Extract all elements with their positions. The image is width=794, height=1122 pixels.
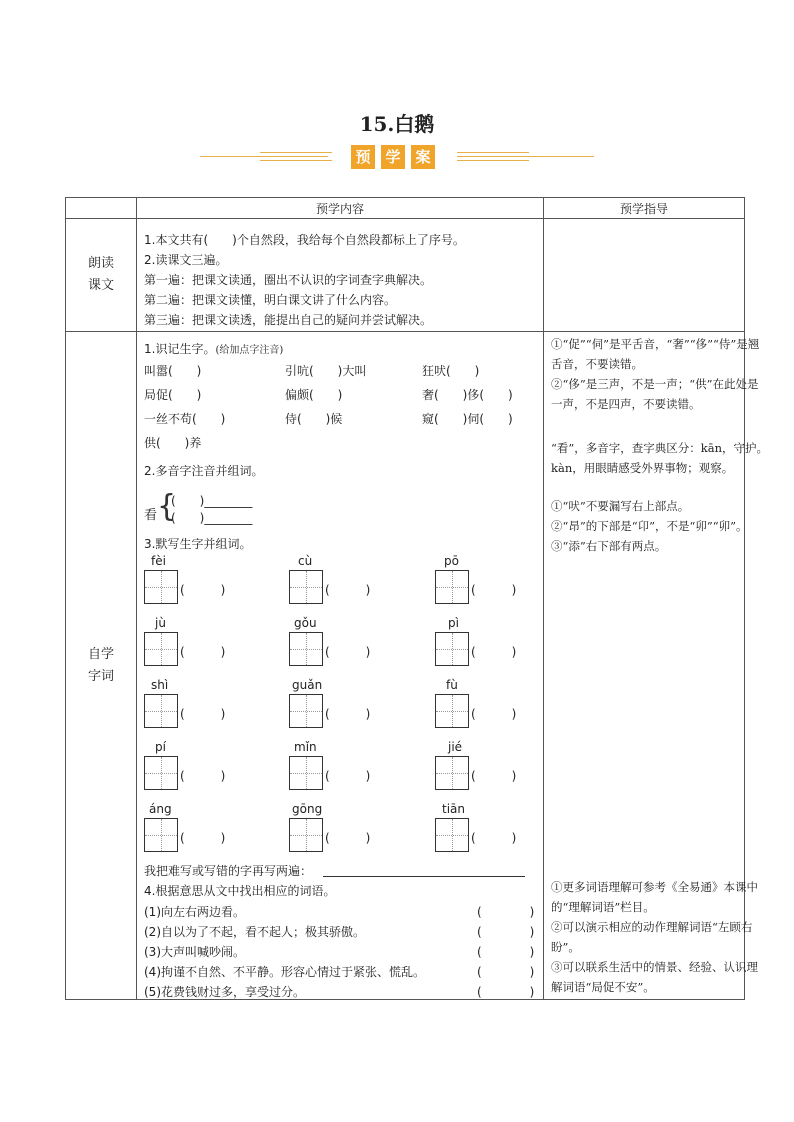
answer-paren[interactable]: ( ) (325, 707, 371, 721)
pinyin-label: tiān (442, 802, 465, 816)
reading-line: 第二遍：把课文读懂，明白课文讲了什么内容。 (144, 293, 397, 307)
word-item: 窥( )伺( ) (422, 412, 513, 426)
definition-item: (3)大声叫喊吵闹。 (144, 945, 245, 959)
writing-grid[interactable] (144, 570, 178, 604)
vocab-guide (544, 332, 768, 1000)
writing-grid[interactable] (144, 756, 178, 790)
brace-icon: { (157, 489, 177, 524)
rewrite-line[interactable] (323, 876, 525, 877)
word-item: 叫嚣( ) (144, 364, 202, 378)
section-3-title: 3.默写生字并组词。 (144, 537, 252, 551)
pinyin-label: gǒu (294, 616, 317, 630)
word-item: 狂吠( ) (422, 364, 480, 378)
answer-paren[interactable]: ( ) (325, 769, 371, 783)
pinyin-label: gōng (292, 802, 323, 816)
worksheet-table (65, 197, 768, 1000)
header-guide: 预学指导 (544, 198, 745, 219)
banner-char-2: 学 (381, 145, 405, 169)
pinyin-label: cù (298, 554, 313, 568)
answer-paren[interactable]: ( ) (471, 583, 517, 597)
guide-text: ②可以演示相应的动作理解词语“左顾右盼”。 (551, 920, 753, 954)
guide-block-1 (551, 334, 769, 556)
answer-paren[interactable]: ( ) (180, 769, 226, 783)
guide-text: ①“促”“伺”是平舌音，“奢”“侈”“侍”是翘舌音，不要读错。 (551, 337, 760, 371)
polyphone-item: ( )________ (171, 511, 253, 525)
word-item: 供( )养 (144, 436, 202, 450)
row-label-line: 朗读 (87, 256, 114, 271)
pinyin-label: pí (155, 740, 166, 754)
row-label-line: 课文 (87, 278, 114, 293)
answer-paren[interactable]: ( ) (471, 645, 517, 659)
answer-paren[interactable]: ( ) (477, 925, 535, 939)
guide-text: ③可以联系生活中的情景、经验、认识理解词语“局促不安”。 (551, 960, 758, 994)
section-title-text: 1.识记生字。 (144, 342, 216, 356)
answer-paren[interactable]: ( ) (477, 905, 535, 919)
pinyin-label: fèi (151, 554, 166, 568)
answer-paren[interactable]: ( ) (180, 583, 226, 597)
row-label-line: 字词 (87, 668, 114, 684)
section-banner (200, 144, 594, 170)
pinyin-label: áng (149, 802, 172, 816)
answer-paren[interactable]: ( ) (180, 707, 226, 721)
word-item: 引吭( )大叫 (285, 364, 367, 378)
writing-grid[interactable] (435, 818, 469, 852)
reading-guide (544, 219, 745, 332)
pinyin-label: guǎn (292, 678, 323, 692)
banner-char-1: 预 (351, 145, 375, 169)
reading-content (137, 219, 544, 332)
pinyin-label: pō (444, 554, 459, 568)
pinyin-label: mǐn (294, 740, 317, 754)
answer-paren[interactable]: ( ) (325, 645, 371, 659)
word-item: 一丝不苟( ) (144, 412, 226, 426)
word-item: 偏颇( ) (285, 388, 343, 402)
row-label-line: 自学 (87, 646, 114, 662)
reading-line: 2.读课文三遍。 (144, 253, 228, 267)
writing-grid[interactable] (435, 756, 469, 790)
section-2-title: 2.多音字注音并组词。 (144, 464, 264, 478)
pinyin-label: jù (155, 616, 166, 630)
section-note: (给加点字注音) (215, 345, 284, 356)
answer-paren[interactable]: ( ) (325, 583, 371, 597)
pinyin-label: shì (151, 678, 169, 692)
section-4-title: 4.根据意思从文中找出相应的词语。 (144, 884, 336, 898)
pinyin-label: pì (448, 616, 459, 630)
definition-item: (5)花费钱财过多，享受过分。 (144, 985, 305, 999)
answer-paren[interactable]: ( ) (325, 831, 371, 845)
guide-text: ③“添”右下部有两点。 (551, 539, 667, 553)
definition-item: (1)向左右两边看。 (144, 905, 245, 919)
answer-paren[interactable]: ( ) (180, 645, 226, 659)
reading-line: 第一遍：把课文读通，圈出不认识的字词查字典解决。 (144, 273, 433, 287)
definition-item: (2)自以为了不起，看不起人；极其骄傲。 (144, 925, 365, 939)
banner-char-3: 案 (411, 145, 435, 169)
answer-paren[interactable]: ( ) (471, 831, 517, 845)
word-item: 局促( ) (144, 388, 202, 402)
word-item: 侍( )候 (285, 412, 343, 426)
answer-paren[interactable]: ( ) (477, 945, 535, 959)
word-item: 奢( )侈( ) (422, 388, 513, 402)
page-title: 15.白鹅 (359, 112, 435, 136)
writing-grid[interactable] (289, 694, 323, 728)
row-label-vocab (66, 332, 137, 1000)
writing-grid[interactable] (144, 632, 178, 666)
writing-grid[interactable] (435, 570, 469, 604)
guide-spacer (551, 478, 769, 496)
definition-item: (4)拘谨不自然、不平静。形容心情过于紧张、慌乱。 (144, 965, 426, 979)
guide-text: kàn，用眼睛感受外界事物；观察。 (551, 461, 734, 475)
section-1-title (144, 340, 283, 357)
vocab-content (137, 332, 544, 1000)
header-content: 预学内容 (137, 198, 544, 219)
writing-grid[interactable] (435, 694, 469, 728)
polyphone-char: 看 (144, 508, 158, 523)
pinyin-label: jié (448, 740, 463, 754)
guide-text: ②“侈”是三声，不是一声；“供”在此处是一声，不是四声，不要读错。 (551, 377, 759, 411)
writing-grid[interactable] (144, 818, 178, 852)
reading-line: 第三遍：把课文读透，能提出自己的疑问并尝试解决。 (144, 313, 433, 327)
answer-paren[interactable]: ( ) (477, 985, 535, 999)
rewrite-prompt: 我把难写或写错的字再写两遍： (144, 864, 313, 878)
guide-text: “看”，多音字，查字典区分：kān，守护。 (551, 441, 768, 455)
guide-block-2 (551, 877, 769, 997)
writing-grid[interactable] (144, 694, 178, 728)
answer-paren[interactable]: ( ) (180, 831, 226, 845)
header-blank (66, 198, 137, 219)
guide-text: ①“吠”不要漏写右上部点。 (551, 499, 690, 513)
guide-text: ①更多词语理解可参考《全易通》本课中的“理解词语”栏目。 (551, 880, 758, 914)
writing-grid[interactable] (289, 818, 323, 852)
writing-grid[interactable] (435, 632, 469, 666)
guide-text: ②“昂”的下部是“卬”，不是“卯”“卯”。 (551, 519, 748, 533)
writing-grid[interactable] (289, 632, 323, 666)
reading-line: 1.本文共有( )个自然段，我给每个自然段都标上了序号。 (144, 233, 465, 247)
answer-paren[interactable]: ( ) (471, 769, 517, 783)
writing-grid[interactable] (289, 756, 323, 790)
writing-grid[interactable] (289, 570, 323, 604)
answer-paren[interactable]: ( ) (471, 707, 517, 721)
polyphone-item: ( )________ (171, 494, 253, 508)
pinyin-label: fù (446, 678, 458, 692)
answer-paren[interactable]: ( ) (477, 965, 535, 979)
row-label-reading (66, 219, 137, 332)
guide-spacer (551, 414, 769, 438)
